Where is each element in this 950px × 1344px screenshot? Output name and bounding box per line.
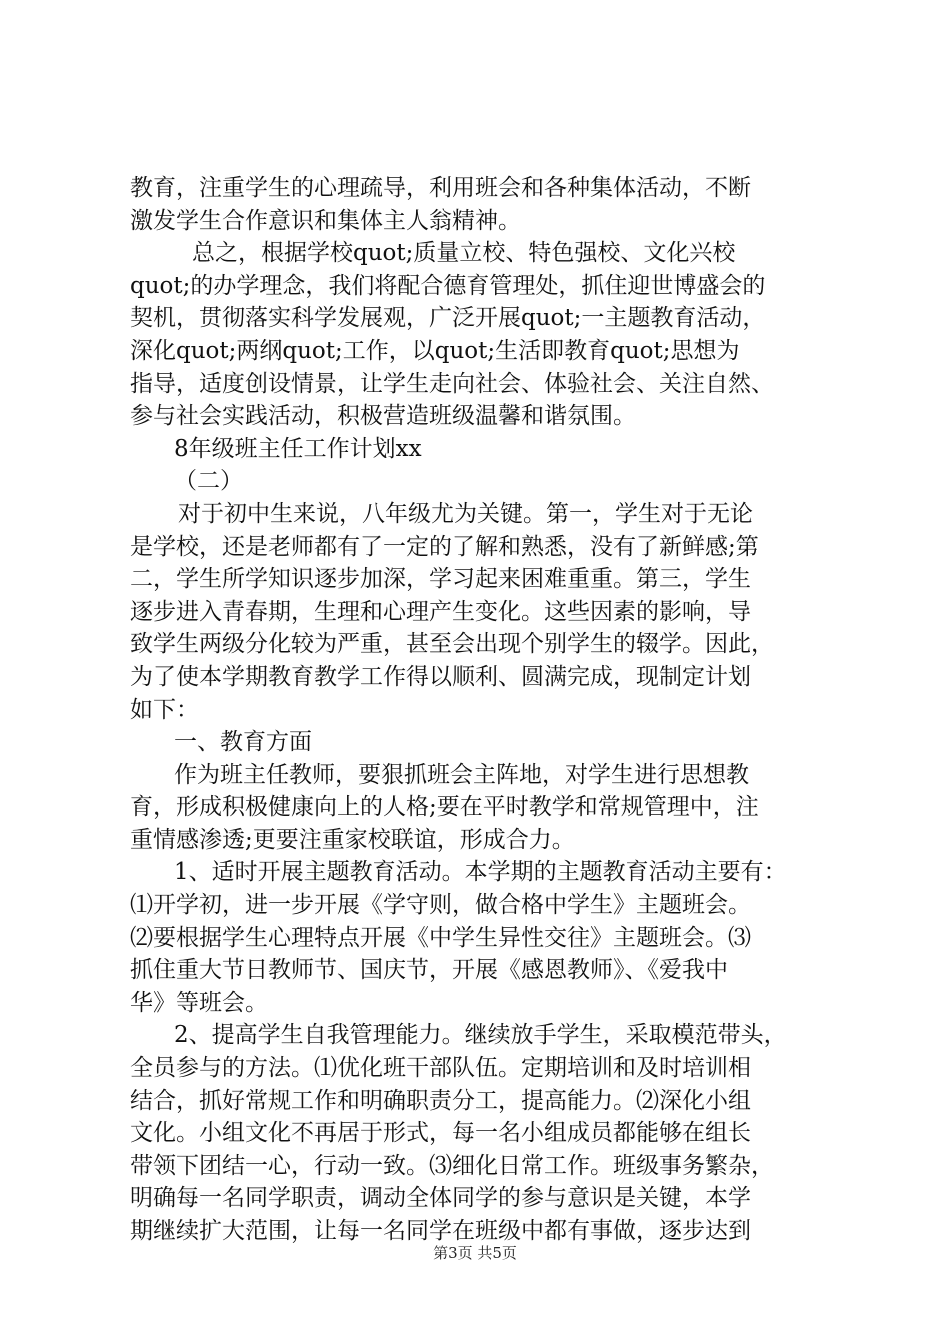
text-line: 指导，适度创设情景，让学生走向社会、体验社会、关注自然、 [130, 370, 774, 397]
text-line: 致学生两级分化较为严重，甚至会出现个别学生的辍学。因此， [130, 631, 774, 658]
text-line: 如下： [130, 696, 199, 723]
text-line: ⑵要根据学生心理特点开展《中学生异性交往》主题班会。⑶ [130, 924, 751, 951]
text-line: 一、教育方面 [174, 729, 312, 756]
text-line: ⑴开学初，进一步开展《学守则，做合格中学生》主题班会。 [130, 892, 751, 919]
text-line: 带领下团结一心，行动一致。⑶细化日常工作。班级事务繁杂， [130, 1152, 774, 1179]
text-line: quot;的办学理念，我们将配合德育管理处，抓住迎世博盛会的 [130, 272, 766, 299]
text-line: 8年级班主任工作计划xx [174, 435, 422, 462]
text-line: 结合，抓好常规工作和明确职责分工，提高能力。⑵深化小组 [130, 1087, 751, 1114]
text-line: 教育，注重学生的心理疏导，利用班会和各种集体活动，不断 [130, 175, 751, 201]
text-line: 重情感渗透;更要注重家校联谊，形成合力。 [130, 826, 575, 853]
text-line: （二） [174, 468, 243, 495]
text-line: 深化quot;两纲quot;工作，以quot;生活即教育quot;思想为 [130, 337, 740, 364]
text-line: 为了使本学期教育教学工作得以顺利、圆满完成，现制定计划 [130, 663, 751, 690]
text-line: 对于初中生来说，八年级尤为关键。第一，学生对于无论 [178, 500, 753, 527]
text-line: 华》等班会。 [130, 989, 268, 1016]
text-line: 全员参与的方法。⑴优化班干部队伍。定期培训和及时培训相 [130, 1055, 751, 1082]
text-line: 2、提高学生自我管理能力。继续放手学生，采取模范带头， [174, 1022, 787, 1049]
text-line: 抓住重大节日教师节、国庆节，开展《感恩教师》、《爱我中 [130, 957, 728, 984]
text-line: 育，形成积极健康向上的人格;要在平时教学和常规管理中，注 [130, 794, 759, 821]
page-footer: 第3页 共5页 [433, 1244, 517, 1262]
text-line: 明确每一名同学职责，调动全体同学的参与意识是关键，本学 [130, 1185, 751, 1212]
text-line: 二，学生所学知识逐步加深，学习起来困难重重。第三，学生 [130, 566, 751, 593]
text-line: 作为班主任教师，要狠抓班会主阵地，对学生进行思想教 [174, 761, 749, 788]
text-line: 参与社会实践活动，积极营造班级温馨和谐氛围。 [130, 403, 636, 430]
text-line: 1、适时开展主题教育活动。本学期的主题教育活动主要有： [174, 859, 787, 886]
text-line: 激发学生合作意识和集体主人翁精神。 [130, 207, 521, 234]
text-line: 文化。小组文化不再居于形式，每一名小组成员都能够在组长 [130, 1120, 751, 1147]
document-body [130, 172, 830, 1248]
text-line: 总之，根据学校quot;质量立校、特色强校、文化兴校 [192, 240, 736, 267]
text-line: 契机，贯彻落实科学发展观，广泛开展quot;一主题教育活动， [130, 305, 766, 332]
text-line: 是学校，还是老师都有了一定的了解和熟悉，没有了新鲜感;第 [130, 533, 759, 560]
text-line: 逐步进入青春期，生理和心理产生变化。这些因素的影响，导 [130, 598, 751, 625]
text-line: 期继续扩大范围，让每一名同学在班级中都有事做，逐步达到 [130, 1218, 751, 1244]
